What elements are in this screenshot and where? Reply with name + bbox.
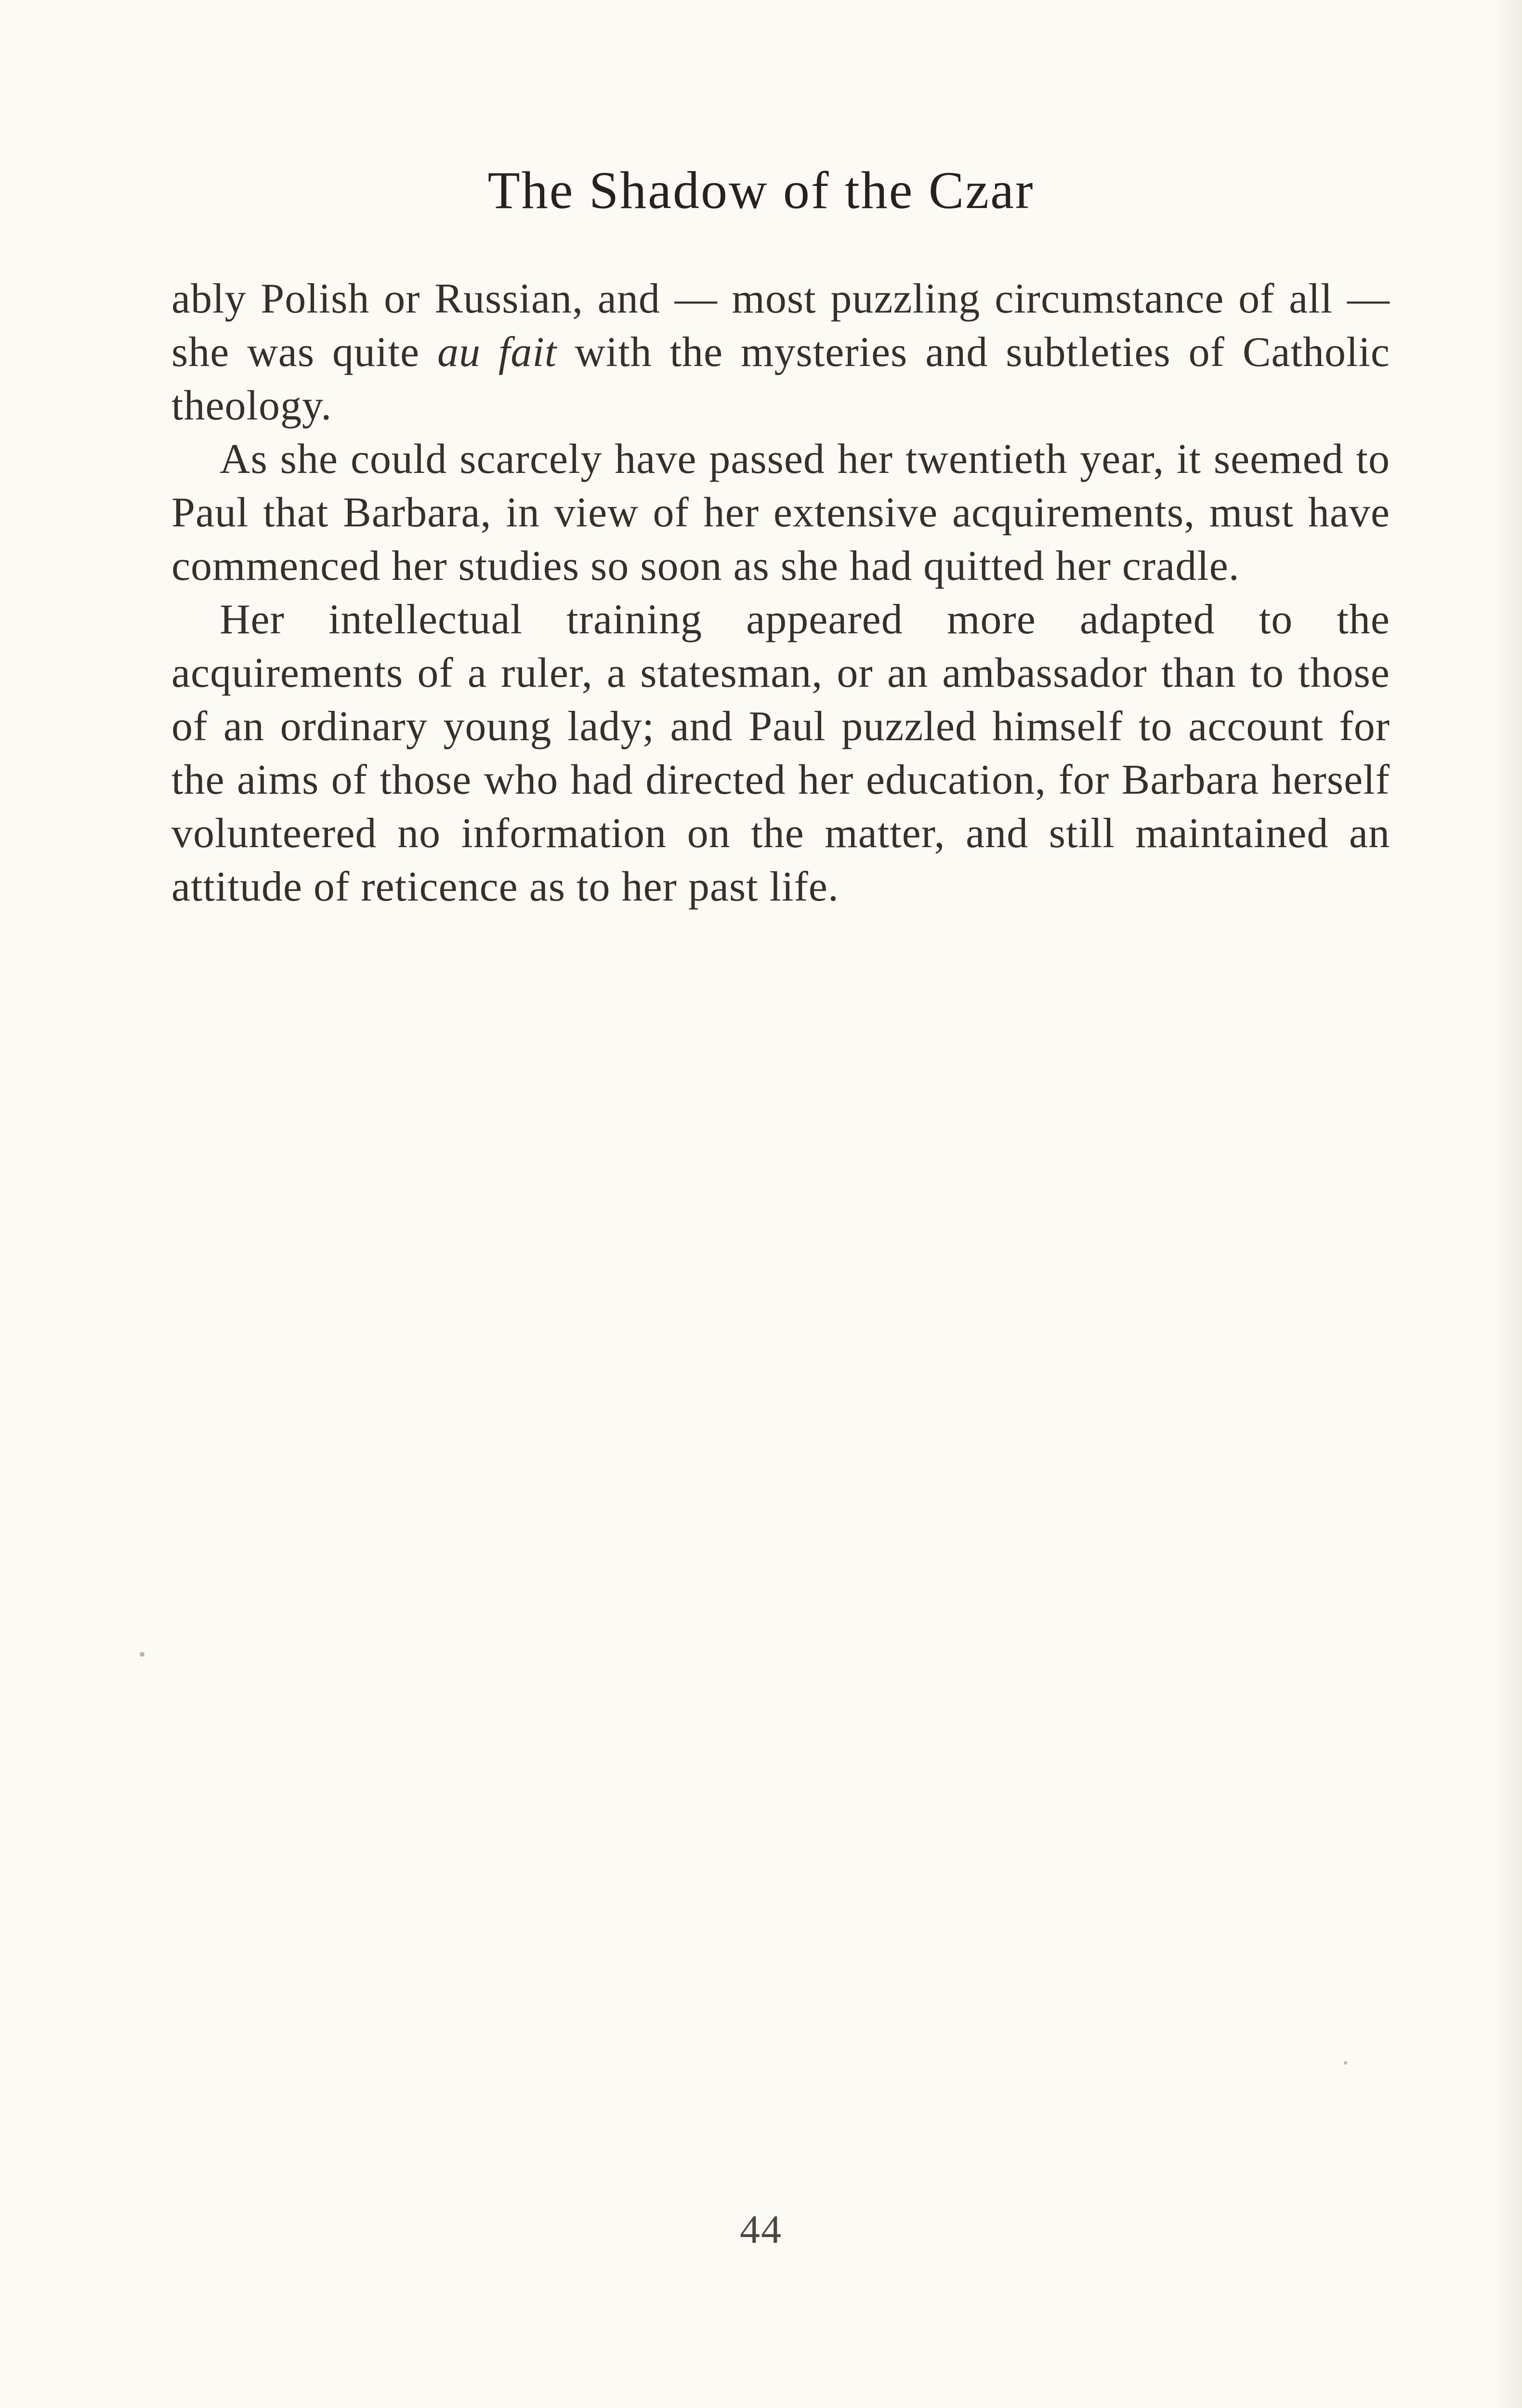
paragraph-3: Her intellectual training appeared more adapted to the acquirements of a ruler, a statesman, or an ambassador than to those of an ordinary young lady; and Paul puzzled himself to account for the aims of those who had directed her education, for Barbara herself volunteered no information on the matter, and still maintained an attitude of reticence as to her past life. — [171, 596, 1390, 910]
paragraph-1 — [171, 272, 1390, 432]
paragraph-1-text-end: with the mysteries and subtleties of Catholic theology. — [171, 329, 1390, 429]
running-head: The Shadow of the Czar — [487, 161, 1035, 220]
body-text — [171, 272, 1390, 914]
paper-speck — [140, 1652, 144, 1657]
page-edge-shading — [1493, 0, 1522, 2408]
paragraph-1-text-start: ably Polish or Russian, and — most puzzling circumstance of all — she was quite — [171, 275, 1390, 376]
paragraph-2: As she could scarcely have passed her twentieth year, it seemed to Paul that Barbara, in view of her extensive acquirements, must have commenced her studies so soon as she had quitted her cradle. — [171, 436, 1390, 589]
page-number: 44 — [740, 2207, 782, 2252]
paper-speck — [1344, 2061, 1347, 2065]
italic-phrase: au fait — [437, 329, 557, 376]
